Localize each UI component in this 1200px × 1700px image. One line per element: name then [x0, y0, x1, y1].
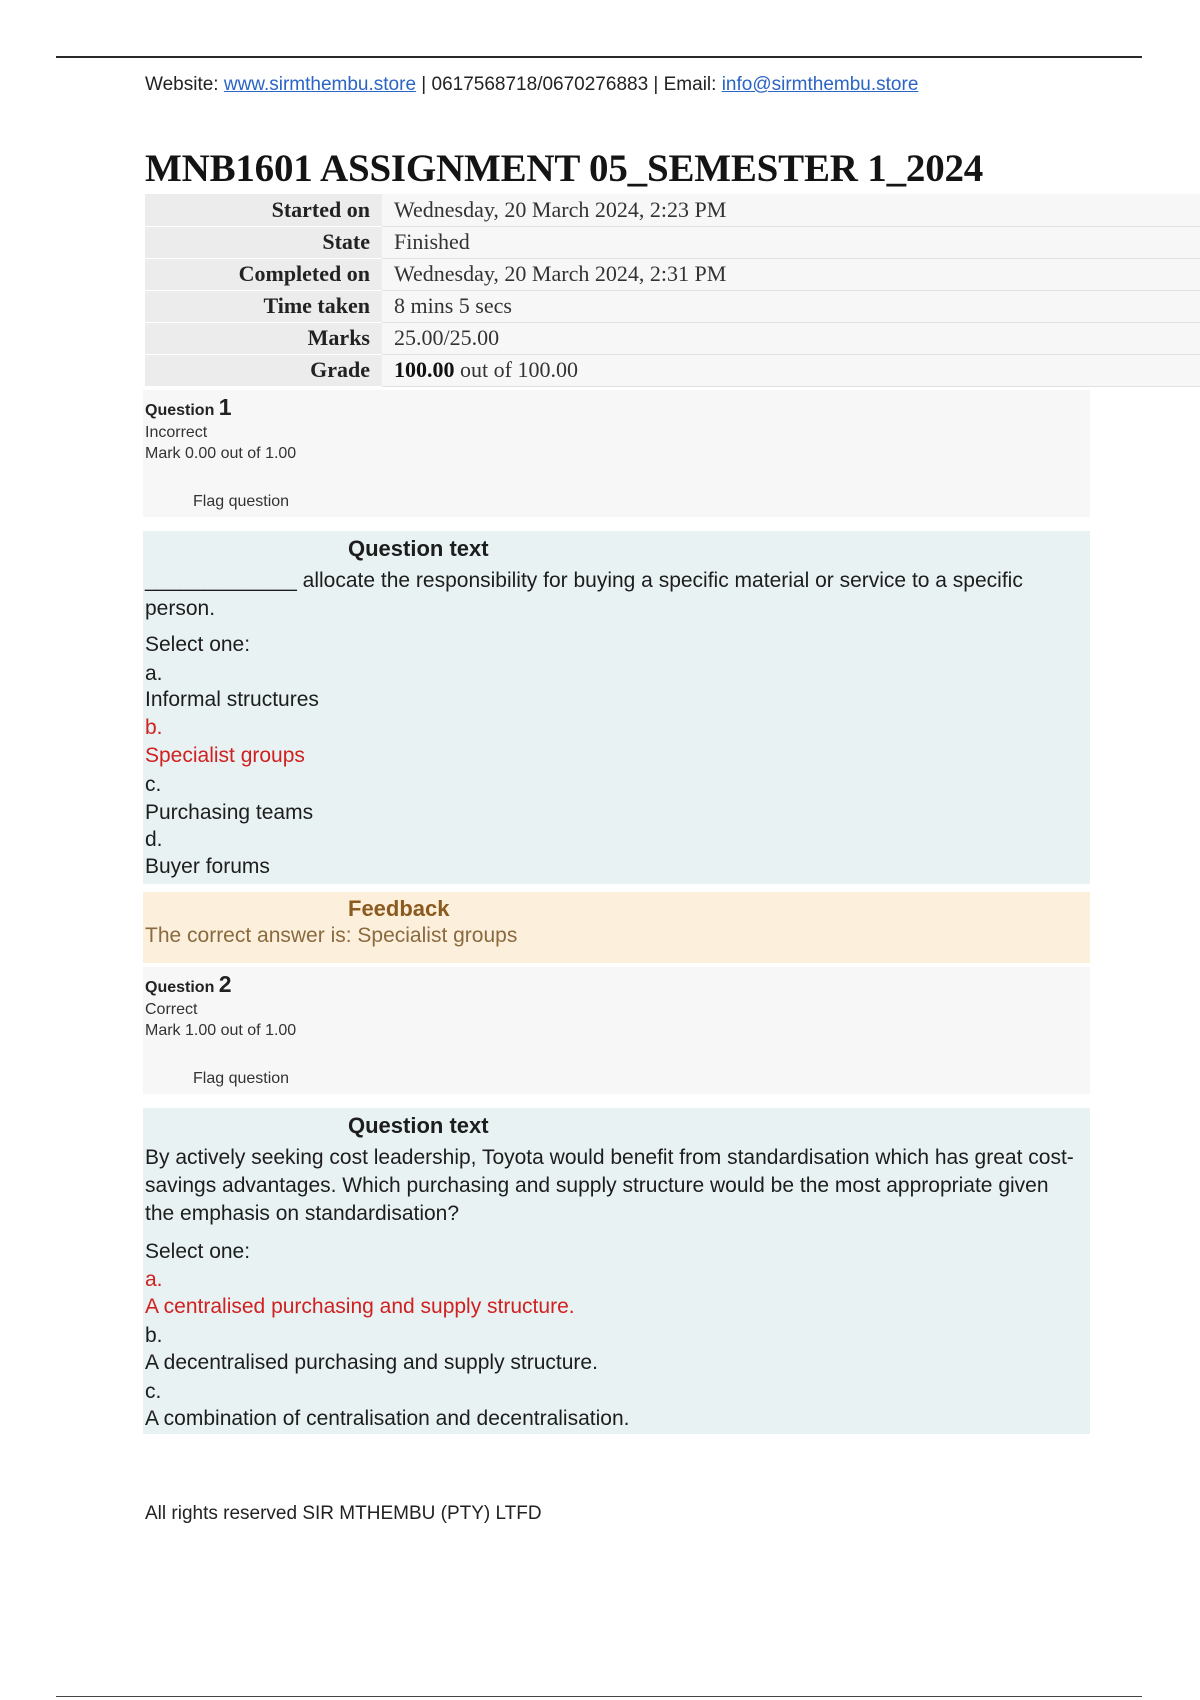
time-taken-value: 8 mins 5 secs [382, 290, 1200, 322]
completed-value: Wednesday, 20 March 2024, 2:31 PM [382, 258, 1200, 290]
option-a-label[interactable]: Informal structures [145, 688, 319, 711]
feedback-text: The correct answer is: Specialist groups [145, 924, 518, 947]
marks-label: Marks [145, 322, 382, 354]
summary-row-grade [145, 354, 1200, 386]
grade-label: Grade [145, 354, 382, 386]
option-b-letter[interactable]: b. [145, 1324, 163, 1347]
question-2-info [143, 967, 1090, 1094]
summary-row-completed [145, 258, 1200, 290]
website-link[interactable]: www.sirmthembu.store [223, 74, 417, 95]
select-one-prompt: Select one: [145, 1240, 251, 1263]
document-title: MNB1601 ASSIGNMENT 05_SEMESTER 1_2024 [145, 147, 984, 190]
option-c-letter[interactable]: c. [145, 773, 162, 796]
option-a-letter[interactable]: a. [145, 662, 163, 685]
phone-numbers: | 0617568718/0670276883 | Email: [416, 74, 722, 95]
started-label: Started on [145, 194, 382, 226]
option-c-letter[interactable]: c. [145, 1380, 162, 1403]
option-d-letter[interactable]: d. [145, 828, 163, 851]
question-word: Question [145, 402, 219, 419]
attempt-summary-table [145, 194, 1200, 387]
email-link[interactable]: info@sirmthembu.store [721, 74, 919, 95]
completed-label: Completed on [145, 258, 382, 290]
state-label: State [145, 226, 382, 258]
flag-question-link[interactable]: Flag question [193, 1070, 290, 1087]
option-b-label[interactable]: Specialist groups [145, 744, 305, 767]
feedback-heading: Feedback [348, 896, 450, 921]
option-a-letter[interactable]: a. [145, 1268, 163, 1291]
summary-row-marks [145, 322, 1200, 354]
question-1-info [143, 390, 1090, 517]
question-2-number [145, 971, 232, 998]
question-1-mark: Mark 0.00 out of 1.00 [145, 445, 297, 462]
option-c-label[interactable]: Purchasing teams [145, 801, 314, 824]
question-1-feedback [143, 892, 1090, 963]
question-1-state: Incorrect [145, 424, 208, 441]
grade-score: 100.00 [394, 357, 455, 382]
website-label: Website: [145, 74, 224, 95]
question-2-stem: By actively seeking cost leadership, Toyota would benefit from standardisation which has great cost-savings advantages. Which purchasing and supply structure would be the most appropriate given the emphasis on standardisation? [145, 1146, 1074, 1225]
top-rule [56, 56, 1142, 58]
question-2-state: Correct [145, 1001, 198, 1018]
option-c-label[interactable]: A combination of centralisation and decentralisation. [145, 1407, 630, 1430]
select-one-prompt: Select one: [145, 633, 251, 656]
question-word: Question [145, 979, 219, 996]
grade-out-of: out of 100.00 [454, 357, 578, 382]
footer-copyright: All rights reserved SIR MTHEMBU (PTY) LTFD [145, 1503, 542, 1524]
marks-value: 25.00/25.00 [382, 322, 1200, 354]
question-1-number [145, 394, 232, 421]
started-value: Wednesday, 20 March 2024, 2:23 PM [382, 194, 1200, 226]
flag-question-link[interactable]: Flag question [193, 493, 290, 510]
option-a-label[interactable]: A centralised purchasing and supply structure. [145, 1295, 575, 1318]
option-d-label[interactable]: Buyer forums [145, 855, 270, 878]
option-b-label[interactable]: A decentralised purchasing and supply structure. [145, 1351, 598, 1374]
summary-row-state [145, 226, 1200, 258]
summary-row-started [145, 194, 1200, 226]
time-taken-label: Time taken [145, 290, 382, 322]
question-number: 2 [218, 971, 232, 997]
question-1-content [143, 531, 1090, 884]
question-1-stem: _____________ allocate the responsibility for buying a specific material or service to a specific person. [145, 569, 1023, 620]
question-2-content [143, 1108, 1090, 1434]
question-text-heading: Question text [348, 536, 489, 561]
bottom-rule [56, 1696, 1142, 1697]
question-text-heading: Question text [348, 1113, 489, 1138]
question-number: 1 [218, 394, 232, 420]
summary-row-time [145, 290, 1200, 322]
option-b-letter[interactable]: b. [145, 716, 163, 739]
question-2-mark: Mark 1.00 out of 1.00 [145, 1022, 297, 1039]
grade-value [382, 354, 1200, 386]
state-value: Finished [382, 226, 1200, 258]
header-contact-line [145, 74, 918, 96]
